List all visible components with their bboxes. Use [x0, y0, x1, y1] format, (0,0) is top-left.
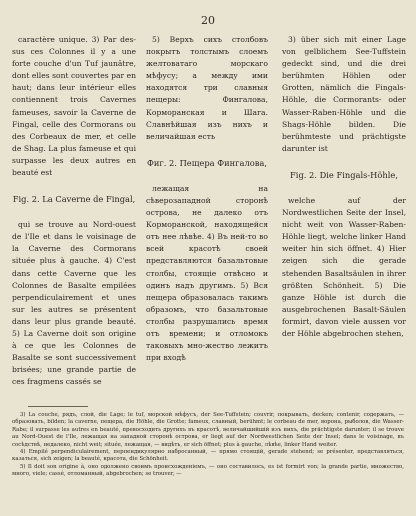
french-paragraph-2: qui se trouve au Nord-ouest de l'Ile et dans le voisinage de la Caverne des Cormorans située plus à gauche. 4) C'est dans cette Caverne que les Colonnes de Basalte empilées perpendiculairement et unes sur les autres se présentent dans leur plus grande beauté. 5) La Caverne doit son origine à ce que les Colonnes de Basalte se sont successivement brisées; une grande partie de ces fragmens cassés se: [12, 220, 136, 387]
page-number: 20: [201, 14, 215, 27]
footnote-5: 5) Il doit son origine à, оно одолжено своимъ происхожденіемъ, — оно составилось, es ist formirt von; la grande partie, множество, много, viele; cassé, отломанный, abgebrochen; se trouver, —: [12, 463, 404, 478]
footnote-divider: [28, 406, 88, 407]
french-figure-caption: Fig. 2. La Caverne de Fingal,: [12, 194, 136, 205]
footnote-3: 3) La couche, рядъ, слой, die Lage; le tuf, морской мѣфусъ, der See-Tuffstein; couvrir, покрывать, decken; contenir, содержать, — образовать, bilden; la caverne, пещера, die Höhle, die Grotte; fameux, славный, berühmt; le corbeau de mer, ворона, рыболов, die Wasser-Rabe; il surpasse les autres en beauté, превосходить другихъ въ красотѣ, величайшийшій изъ нихъ, die prächtigste darunter; il se trouve au Nord-Ouest de l'Ile, лежащая на западной сторонѣ острова, er liegt auf der Nordwestlichen Seite der Insel; dans le voisinage, въ сосѣдствѣ, недалеко, nicht weit; située, лежащая, — видѣть, er sich öffnet; plus à gauche, лѣвѣе, linker Hand weiter.: [12, 412, 404, 448]
russian-paragraph-1: 5) Верхъ сихъ столбовъ покрытъ толстымъ слоемъ желтоватаго морскаго мѣфусу; а между ими находятся три славныя пещеры: Фингалова, Корморанская и Шага. Славнѣйшая изъ нихъ и величайшая есть: [146, 35, 268, 141]
russian-paragraph-2: лежащая на сѣверозападной сторонѣ острова, не далеко отъ Корморанской, находящейся отъ нее лѣвѣе. 4) Въ ней-то во всей красотѣ своей представляются базальтовые столбы, стоящіе отвѣсно и одинъ надъ другимъ. 5) Вся пещера образовалась такимъ образомъ, что базальтовые столбы разрушались время отъ времени; и отломокъ таковыхъ мно-жество лежитъ при входѣ: [146, 183, 268, 363]
german-paragraph-1: 3) über sich mit einer Lage von gelblichem See-Tuffstein gedeckt sind, und die drei berühmten Höhlen oder Grotten, nämlich die Fingals-Höhle, die Cormorants- oder Wasser-Raben-Höhle und die Shags-Höhle bilden. Die berühmteste und prächtigste darunter ist: [282, 35, 406, 153]
german-column: [282, 34, 406, 344]
german-paragraph-2: welche auf der Nordwestlichen Seite der Insel, nicht weit von Wasser-Raben-Höhle liegt, welche linker Hand weiter hin sich öffnet. 4) Hier zeigen sich die gerade stehenden Basaltsäulen in ihrer größten Schönheit. 5) Die ganze Höhle ist durch die ausgebrochenen Basalt-Säulen formirt, davon viele aussen vor der Höhle abgebrochen stehen,: [282, 195, 406, 338]
french-paragraph-1: caractère unique. 3) Par des-sus ces Colonnes il y a une forte couche d'un Tuf jaunâtre, dont elles sont couvertes par en haut; dans leur intérieur elles contiennent trois Cavernes fameuses, savoir la Caverne de Fingal, celle des Cormorans ou des Corbeaux de mer, et celle de Shag. La plus fameuse et qui surpasse les deux autres en beauté est: [12, 35, 136, 178]
footnote-4: 4) Empilé perpendiculairement, перпендикулярно набросанный, — прямо стоящій, gerade stehend; se présenter, представляться, казаться, sich zeigen; la beauté, красота, die Schönheit.: [12, 449, 404, 463]
german-figure-caption: Fig. 2. Die Fingals-Höhle,: [290, 169, 398, 180]
french-column: [12, 34, 136, 392]
russian-column: [146, 34, 268, 368]
footnotes: [12, 412, 404, 479]
russian-figure-caption: Фиг. 2. Пещера Фингалова,: [146, 157, 268, 168]
